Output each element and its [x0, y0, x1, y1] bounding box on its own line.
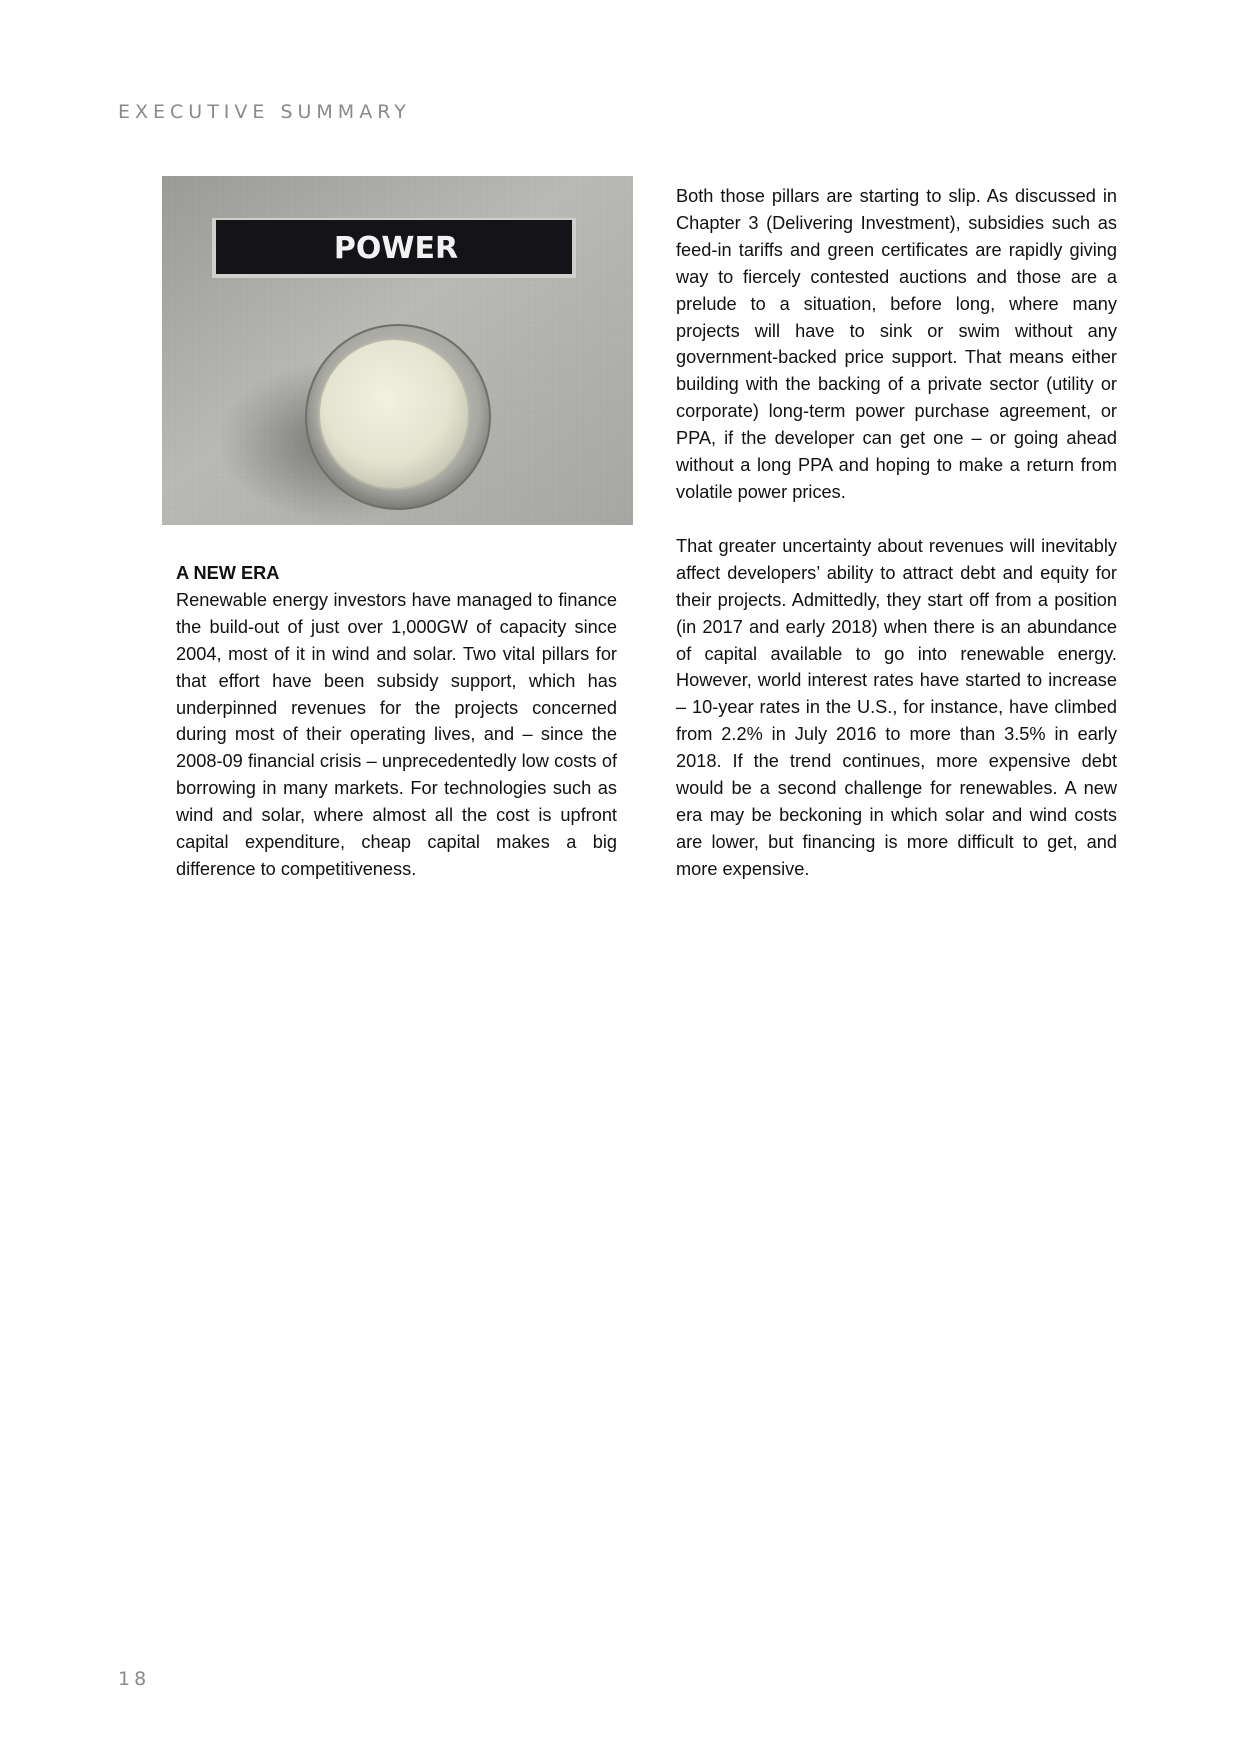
page-number: 18 [118, 1668, 151, 1690]
left-paragraph: Renewable energy investors have managed to finance the build-out of just over 1,000GW of capacity since 2004, most of it in wind and solar. Two vital pillars for that effort have been subsidy support, which has underpinned revenues for the projects concerned during most of their operating lives, and – since the 2008-09 financial crisis – unprecedentedly low costs of borrowing in many markets. For technologies such as wind and solar, where almost all the cost is upfront capital expenditure, cheap capital makes a big difference to competitiveness. [176, 589, 617, 879]
left-column [176, 560, 617, 883]
power-button-photo [162, 176, 633, 525]
right-paragraph-2: That greater uncertainty about revenues will inevitably affect developers’ ability to attract debt and equity for their projects. Admittedly, they start off from a position (in 2017 and early 2018) when there is an abundance of capital available to go into renewable energy. However, world interest rates have started to increase – 10-year rates in the U.S., for instance, have climbed from 2.2% in July 2016 to more than 3.5% in early 2018. If the trend continues, more expensive debt would be a second challenge for renewables. A new era may be beckoning in which solar and wind costs are lower, but financing is more difficult to get, and more expensive. [676, 535, 1117, 879]
right-paragraph-1: Both those pillars are starting to slip. As discussed in Chapter 3 (Delivering Investment), subsidies such as feed-in tariffs and green certificates are rapidly giving way to fiercely contested auctions and those are a prelude to a situation, before long, where many projects will have to sink or swim without any government-backed price support. That means either building with the backing of a private sector (utility or corporate) long-term power purchase agreement, or PPA, if the developer can get one – or going ahead without a long PPA and hoping to make a return from volatile power prices. [676, 186, 1117, 502]
section-header: EXECUTIVE SUMMARY [118, 101, 411, 123]
section-heading: A NEW ERA [176, 563, 280, 583]
label-plate-text: POWER [333, 231, 459, 266]
right-column [676, 183, 1117, 883]
